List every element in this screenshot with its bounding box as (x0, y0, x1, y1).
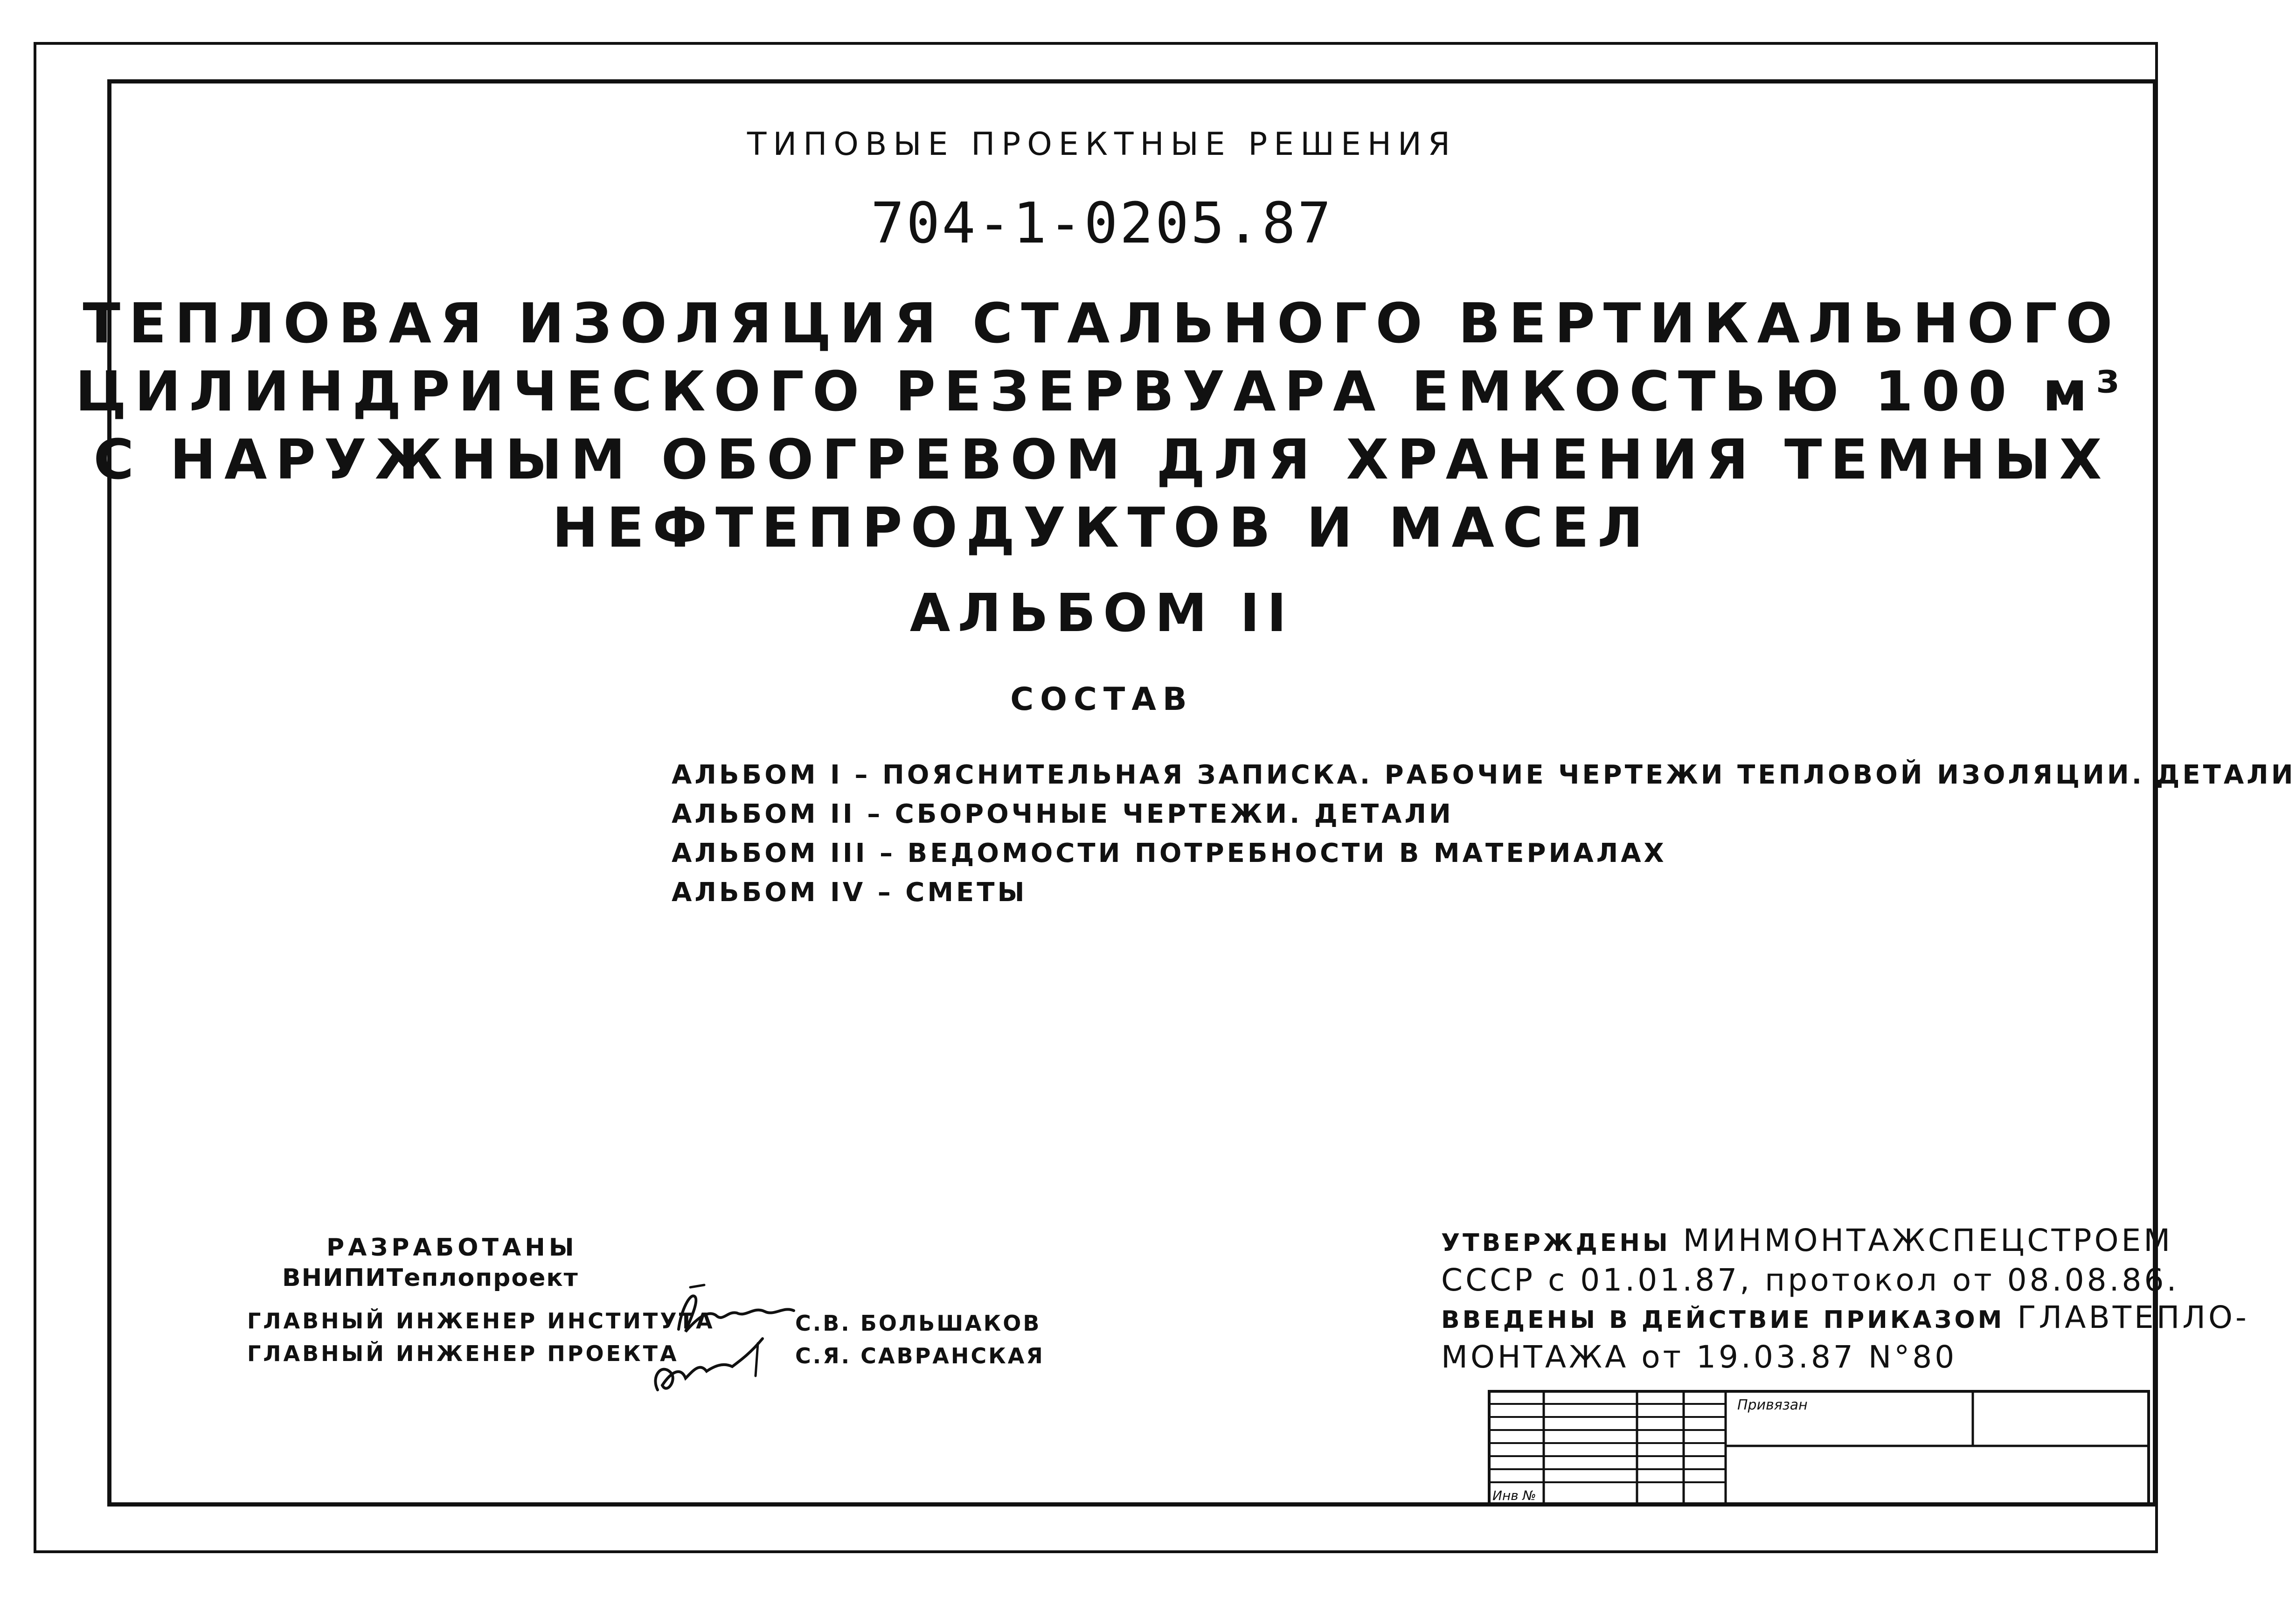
contents-list (672, 756, 2296, 912)
album-title: АЛЬБОМ II (909, 583, 1294, 644)
stamp-inventory-label: Инв № (1492, 1488, 1536, 1503)
contents-heading: СОСТАВ (1010, 681, 1193, 718)
approval-block (1441, 1222, 2249, 1376)
title-line-1: ТЕПЛОВАЯ ИЗОЛЯЦИЯ СТАЛЬНОГО ВЕРТИКАЛЬНОГО (83, 291, 2121, 355)
approval-line-4: МОНТАЖА от 19.03.87 N°80 (1441, 1339, 1957, 1375)
name-savranskaya: С.Я. САВРАНСКАЯ (795, 1343, 1045, 1368)
approval-ministry: МИНМОНТАЖСПЕЦСТРОЕМ (1683, 1222, 2173, 1258)
contents-item: АЛЬБОМ I – ПОЯСНИТЕЛЬНАЯ ЗАПИСКА. РАБОЧИЕ ЧЕРТЕЖИ ТЕПЛОВОЙ ИЗОЛЯЦИИ. ДЕТАЛИ (672, 760, 2296, 790)
contents-item: АЛЬБОМ IV – СМЕТЫ (672, 877, 1027, 908)
enactment-label: ВВЕДЕНЫ В ДЕЙСТВИЕ ПРИКАЗОМ (1441, 1306, 2005, 1334)
name-bolshakov: С.В. БОЛЬШАКОВ (795, 1311, 1041, 1336)
title-stamp-table (1488, 1390, 2150, 1507)
project-number: 704-1-0205.87 (870, 191, 1333, 256)
contents-item: АЛЬБОМ II – СБОРОЧНЫЕ ЧЕРТЕЖИ. ДЕТАЛИ (672, 799, 1454, 829)
developer-heading: РАЗРАБОТАНЫ (326, 1234, 578, 1262)
title-line-2: ЦИЛИНДРИЧЕСКОГО РЕЗЕРВУАРА ЕМКОСТЬЮ 100 м³ (75, 359, 2129, 424)
approval-line-1 (1441, 1222, 2249, 1262)
role-chief-engineer-project: ГЛАВНЫЙ ИНЖЕНЕР ПРОЕКТА (247, 1341, 679, 1366)
developer-organization: ВНИПИТеплопроект (282, 1264, 579, 1292)
title-line-4: НЕФТЕПРОДУКТОВ И МАСЕЛ (552, 495, 1652, 560)
enactment-authority: ГЛАВТЕПЛО- (2017, 1299, 2249, 1335)
stamp-linked-label: Привязан (1737, 1397, 1808, 1413)
contents-item: АЛЬБОМ III – ВЕДОМОСТИ ПОТРЕБНОСТИ В МАТЕРИАЛАХ (672, 838, 1667, 868)
approval-line-3 (1441, 1299, 2249, 1339)
series-title: ТИПОВЫЕ ПРОЕКТНЫЕ РЕШЕНИЯ (747, 126, 1457, 163)
role-chief-engineer-institute: ГЛАВНЫЙ ИНЖЕНЕР ИНСТИТУТА (247, 1308, 715, 1333)
approval-line-2: СССР с 01.01.87, протокол от 08.08.86. (1441, 1262, 2179, 1298)
title-line-3: С НАРУЖНЫМ ОБОГРЕВОМ ДЛЯ ХРАНЕНИЯ ТЕМНЫХ (93, 427, 2110, 492)
approval-label: УТВЕРЖДЕНЫ (1441, 1229, 1671, 1257)
signature-savranskaya (648, 1334, 770, 1404)
document-title (0, 289, 2204, 562)
